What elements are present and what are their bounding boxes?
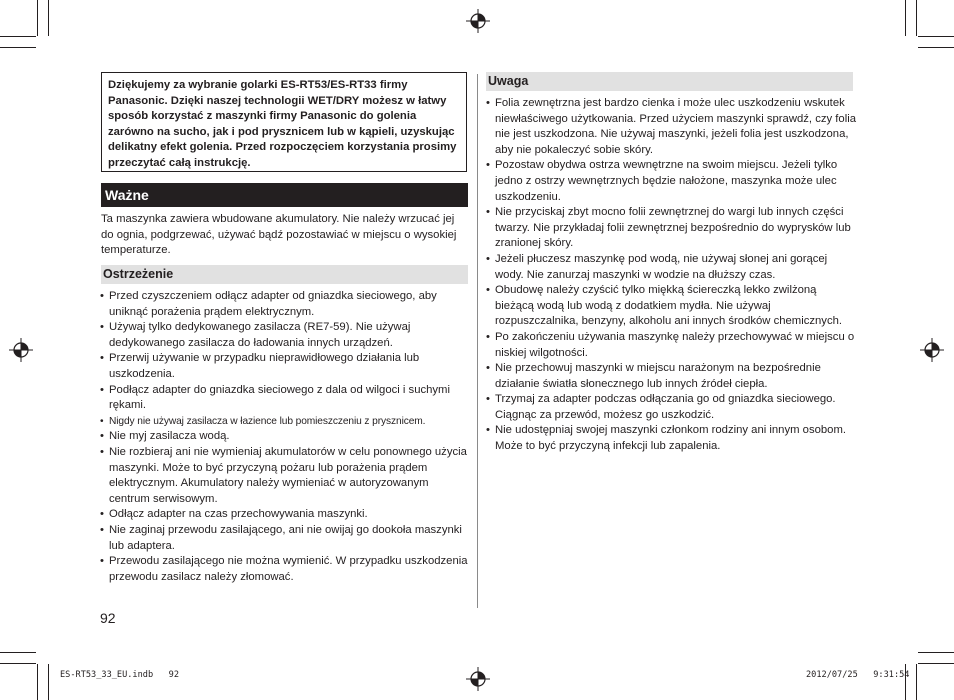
crop-mark (37, 664, 38, 700)
crop-mark (918, 663, 954, 664)
crop-mark (0, 47, 36, 48)
registration-mark-icon (466, 667, 490, 691)
warning-list (100, 289, 470, 585)
important-heading: Ważne (101, 183, 468, 207)
crop-mark (918, 47, 954, 48)
caution-item: • Nie udostępniaj swojej maszynki członkom rodziny ani innym osobom. Może to być przyczyną infekcji lub zapalenia. (486, 423, 856, 454)
crop-mark (918, 652, 954, 653)
warning-item: • Nie myj zasilacza wodą. (100, 429, 470, 445)
registration-mark-icon (9, 338, 33, 362)
warning-item: • Nie zaginaj przewodu zasilającego, ani nie owijaj go dookoła maszynki lub adaptera. (100, 523, 470, 554)
caution-item: • Jeżeli płuczesz maszynkę pod wodą, nie używaj słonej ani gorącej wody. Nie zanurzaj maszynki w wodzie na dłuższy czas. (486, 252, 856, 283)
intro-text: Dziękujemy za wybranie golarki ES-RT53/ES-RT33 firmy Panasonic. Dzięki naszej technologii WET/DRY możesz w łatwy sposób korzystać z maszynki firmy Panasonic do golenia zarówno na sucho, jak i pod prysznicem lub w kąpieli, uzyskując delikatny efekt golenia. Przed rozpoczęciem korzystania prosimy przeczytać całą instrukcję. (108, 79, 457, 169)
caution-item: • Nie przechowuj maszynki w miejscu narażonym na bezpośrednie działanie światła słonecznego lub innych źródeł ciepła. (486, 361, 856, 392)
column-divider (477, 74, 478, 608)
crop-mark (0, 663, 36, 664)
crop-mark (0, 36, 36, 37)
important-text: Ta maszynka zawiera wbudowane akumulatory. Nie należy wrzucać jej do ognia, podgrzewać, używać bądź pozostawiać w miejscu o wysokiej temperaturze. (101, 213, 457, 257)
caution-item: • Trzymaj za adapter podczas odłączania go od gniazdka sieciowego. Ciągnąc za przewód, możesz go uszkodzić. (486, 392, 856, 423)
caution-item: • Folia zewnętrzna jest bardzo cienka i może ulec uszkodzeniu wskutek niewłaściwego użytkowania. Przed użyciem maszynki sprawdź, czy folia nie jest uszkodzona. Nie używaj maszynki, jeżeli folia jest uszkodzona, aby nie pokaleczyć sobie skóry. (486, 96, 856, 158)
crop-mark (918, 36, 954, 37)
crop-mark (905, 0, 906, 36)
crop-mark (37, 0, 38, 36)
warning-item: • Nigdy nie używaj zasilacza w łazience lub pomieszczeniu z prysznicem. (100, 414, 470, 430)
warning-item: • Przed czyszczeniem odłącz adapter od gniazdka sieciowego, aby uniknąć porażenia prądem elektrycznym. (100, 289, 470, 320)
caution-item: • Nie przyciskaj zbyt mocno folii zewnętrznej do wargi lub innych części twarzy. Nie przykładaj folii zewnętrznej bezpośrednio do wyprysków lub zranionej skóry. (486, 205, 856, 252)
page-number: 92 (100, 610, 116, 626)
caution-list (486, 96, 856, 455)
warning-item: • Używaj tylko dedykowanego zasilacza (RE7-59). Nie używaj dedykowanego zasilacza do ładowania innych urządzeń. (100, 320, 470, 351)
footer-timestamp: 2012/07/25 9:31:54 (806, 670, 910, 680)
intro-box (101, 72, 467, 172)
warning-item: • Odłącz adapter na czas przechowywania maszynki. (100, 507, 470, 523)
warning-item: • Nie rozbieraj ani nie wymieniaj akumulatorów w celu ponownego użycia maszynki. Może to być przyczyną pożaru lub porażenia prądem elektrycznym. Akumulatory należy wymieniać w autoryzowanym centrum serwisowym. (100, 445, 470, 507)
crop-mark (48, 664, 49, 700)
warning-item: • Podłącz adapter do gniazdka sieciowego z dala od wilgoci i suchymi rękami. (100, 383, 470, 414)
crop-mark (916, 664, 917, 700)
crop-mark (0, 652, 36, 653)
caution-item: • Po zakończeniu używania maszynkę należy przechowywać w miejscu o niskiej wilgotności. (486, 330, 856, 361)
warning-item: • Przewodu zasilającego nie można wymienić. W przypadku uszkodzenia przewodu zasilacz należy złomować. (100, 554, 470, 585)
caution-heading: Uwaga (486, 72, 853, 91)
crop-mark (916, 0, 917, 36)
warning-item: • Przerwij używanie w przypadku nieprawidłowego działania lub uszkodzenia. (100, 351, 470, 382)
warning-heading: Ostrzeżenie (101, 265, 468, 284)
registration-mark-icon (920, 338, 944, 362)
caution-item: • Pozostaw obydwa ostrza wewnętrzne na swoim miejscu. Jeżeli tylko jedno z ostrzy wewnętrznych będzie nałożone, maszynka może ulec uszkodzeniu. (486, 158, 856, 205)
registration-mark-icon (466, 9, 490, 33)
caution-item: • Obudowę należy czyścić tylko miękką ściereczką lekko zwilżoną bieżącą wodą lub wodą z dodatkiem mydła. Nie używaj rozpuszczalnika, benzyny, alkoholu ani innych środków chemicznych. (486, 283, 856, 330)
crop-mark (48, 0, 49, 36)
footer-file: ES-RT53_33_EU.indb 92 (60, 670, 179, 680)
